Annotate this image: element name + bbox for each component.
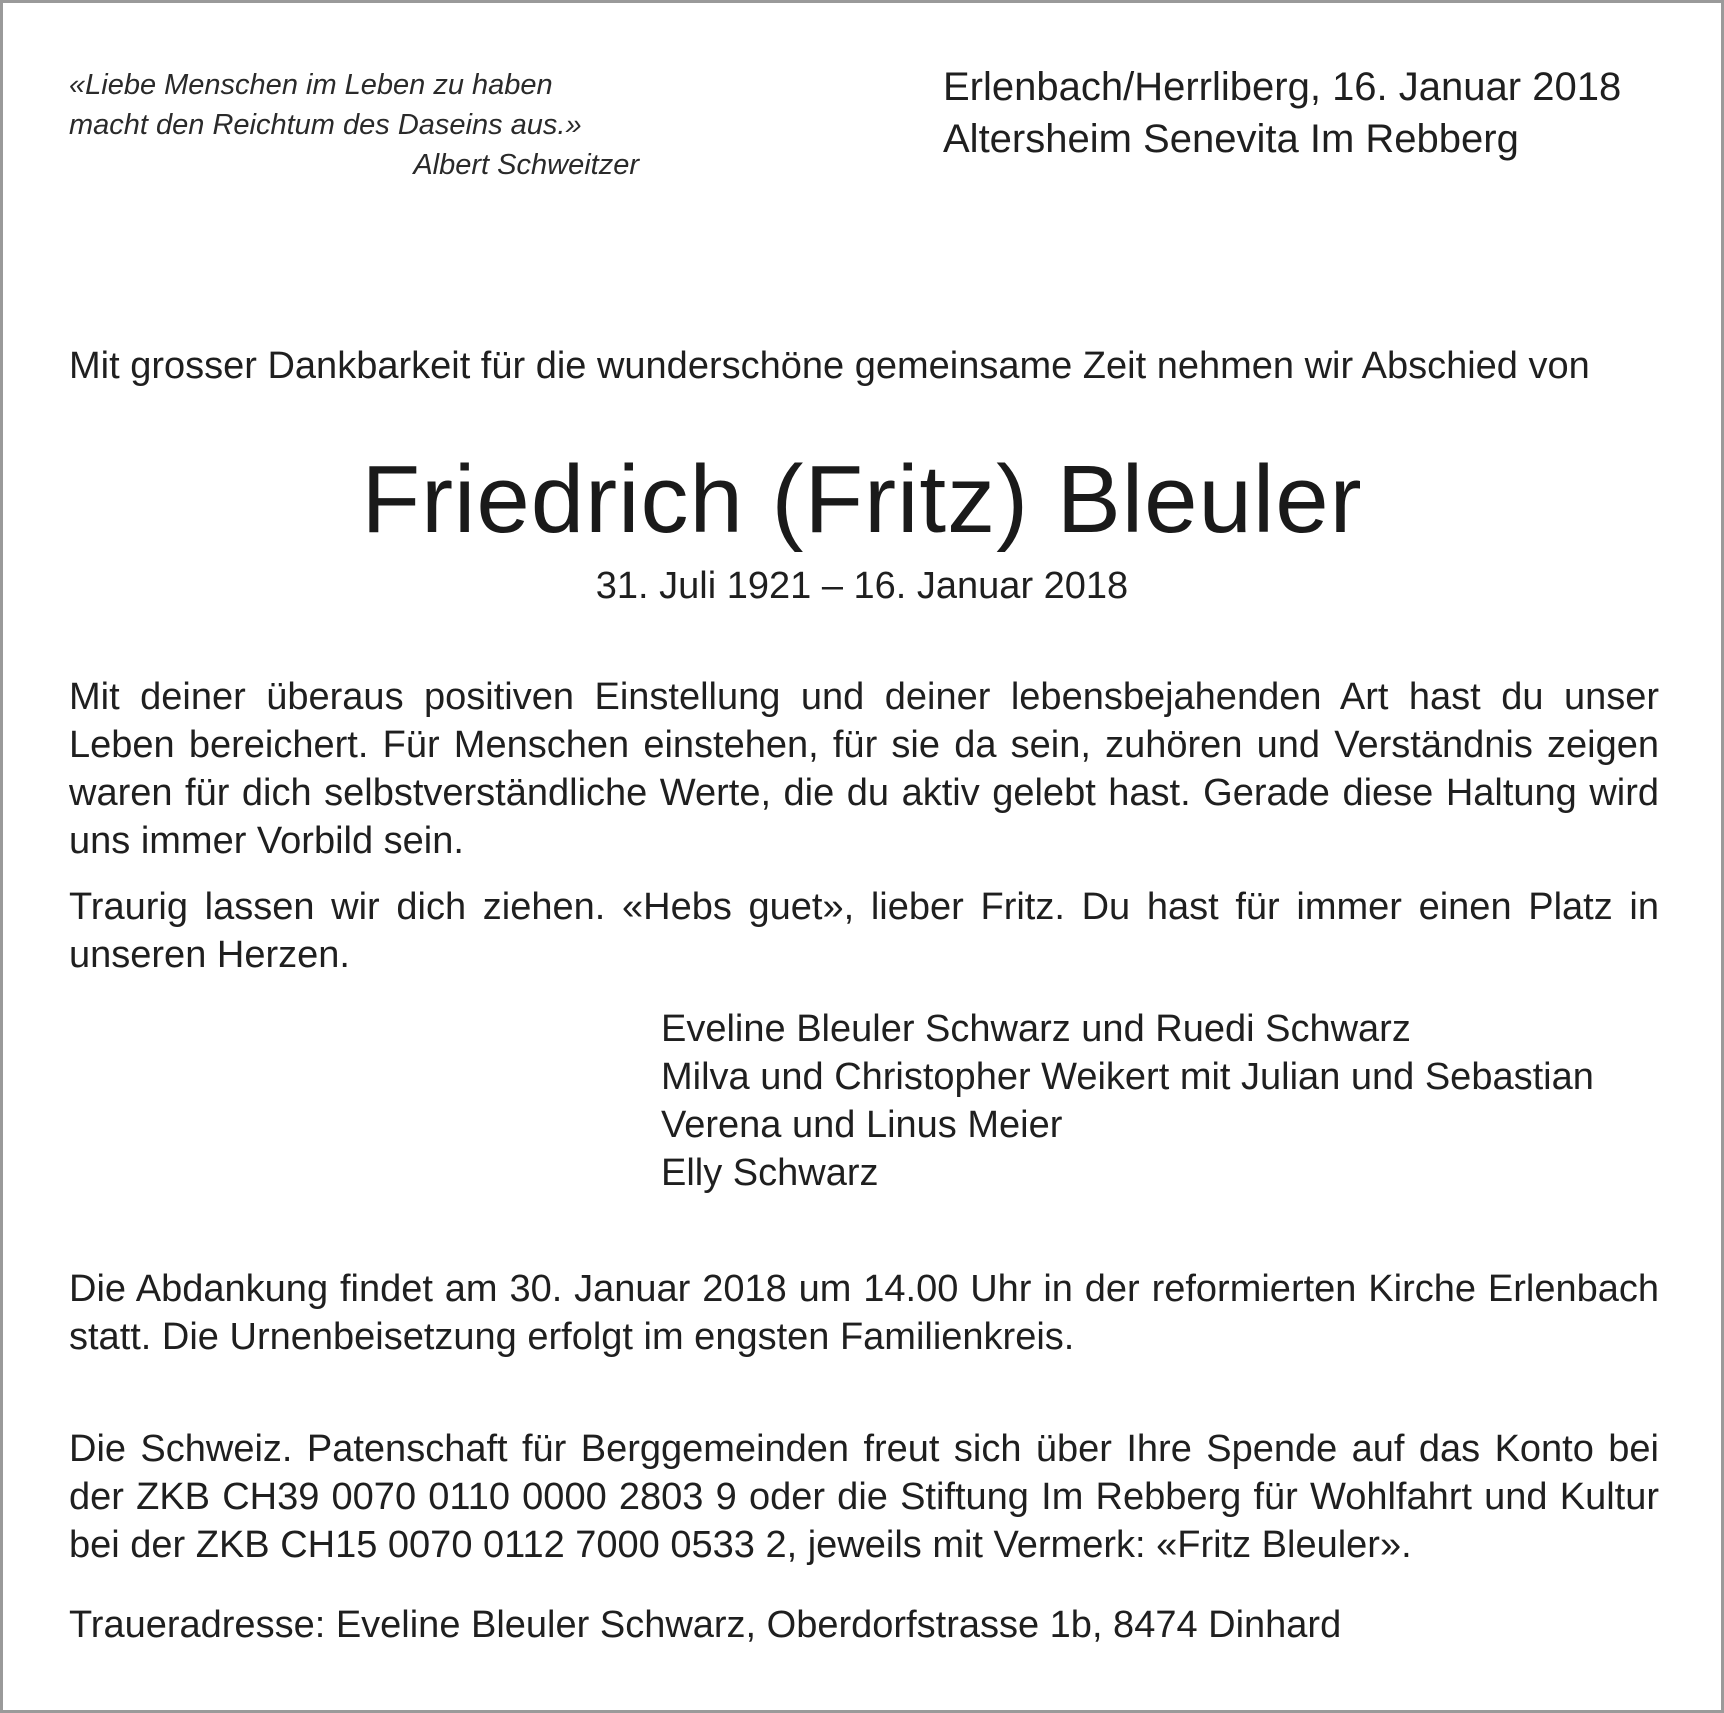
location-line: Altersheim Senevita Im Rebberg — [943, 117, 1519, 161]
quote-line-2: macht den Reichtum des Daseins aus.» — [69, 109, 582, 141]
mourner-line: Elly Schwarz — [661, 1152, 879, 1194]
mourning-address: Traueradresse: Eveline Bleuler Schwarz, Oberdorfstrasse 1b, 8474 Dinhard — [69, 1604, 1342, 1646]
epigraph-quote — [69, 65, 639, 185]
life-dates: 31. Juli 1921 – 16. Januar 2018 — [595, 565, 1129, 607]
mourners-list — [661, 1005, 1671, 1197]
mourner-line: Milva und Christopher Weikert mit Julian und Sebastian — [661, 1056, 1594, 1098]
donation-paragraph: Die Schweiz. Patenschaft für Berggemeinden freut sich über Ihre Spende auf das Konto bei der ZKB CH39 0070 0110 0000 2803 9 oder die Stiftung Im Rebberg für Wohlfahrt und Kultur bei der ZKB CH15 0070 0112 7000 0533 2, jeweils mit Vermerk: «Fritz Bleuler». — [69, 1428, 1659, 1566]
place-and-date — [943, 61, 1663, 165]
ceremony-paragraph: Die Abdankung findet am 30. Januar 2018 um 14.00 Uhr in der reformierten Kirche Erlenbach statt. Die Urnenbeisetzung erfolgt im engsten Familienkreis. — [69, 1268, 1659, 1358]
deceased-name: Friedrich (Fritz) Bleuler — [361, 446, 1363, 553]
farewell-paragraph: Traurig lassen wir dich ziehen. «Hebs guet», lieber Fritz. Du hast für immer einen Platz in unseren Herzen. — [69, 886, 1659, 976]
intro-text: Mit grosser Dankbarkeit für die wunderschöne gemeinsame Zeit nehmen wir Abschied von — [69, 345, 1590, 387]
quote-author: Albert Schweitzer — [413, 149, 639, 181]
quote-line-1: «Liebe Menschen im Leben zu haben — [69, 69, 553, 101]
tribute-paragraph: Mit deiner überaus positiven Einstellung und deiner lebensbejahenden Art hast du unser Leben bereichert. Für Menschen einstehen, für sie da sein, zuhören und Verständnis zeigen waren für dich selbstverständliche Werte, die du aktiv gelebt hast. Gerade diese Haltung wird uns immer Vorbild sein. — [69, 676, 1659, 862]
mourner-line: Verena und Linus Meier — [661, 1104, 1063, 1146]
place-date-line: Erlenbach/Herrliberg, 16. Januar 2018 — [943, 65, 1622, 109]
mourner-line: Eveline Bleuler Schwarz und Ruedi Schwarz — [661, 1008, 1411, 1050]
